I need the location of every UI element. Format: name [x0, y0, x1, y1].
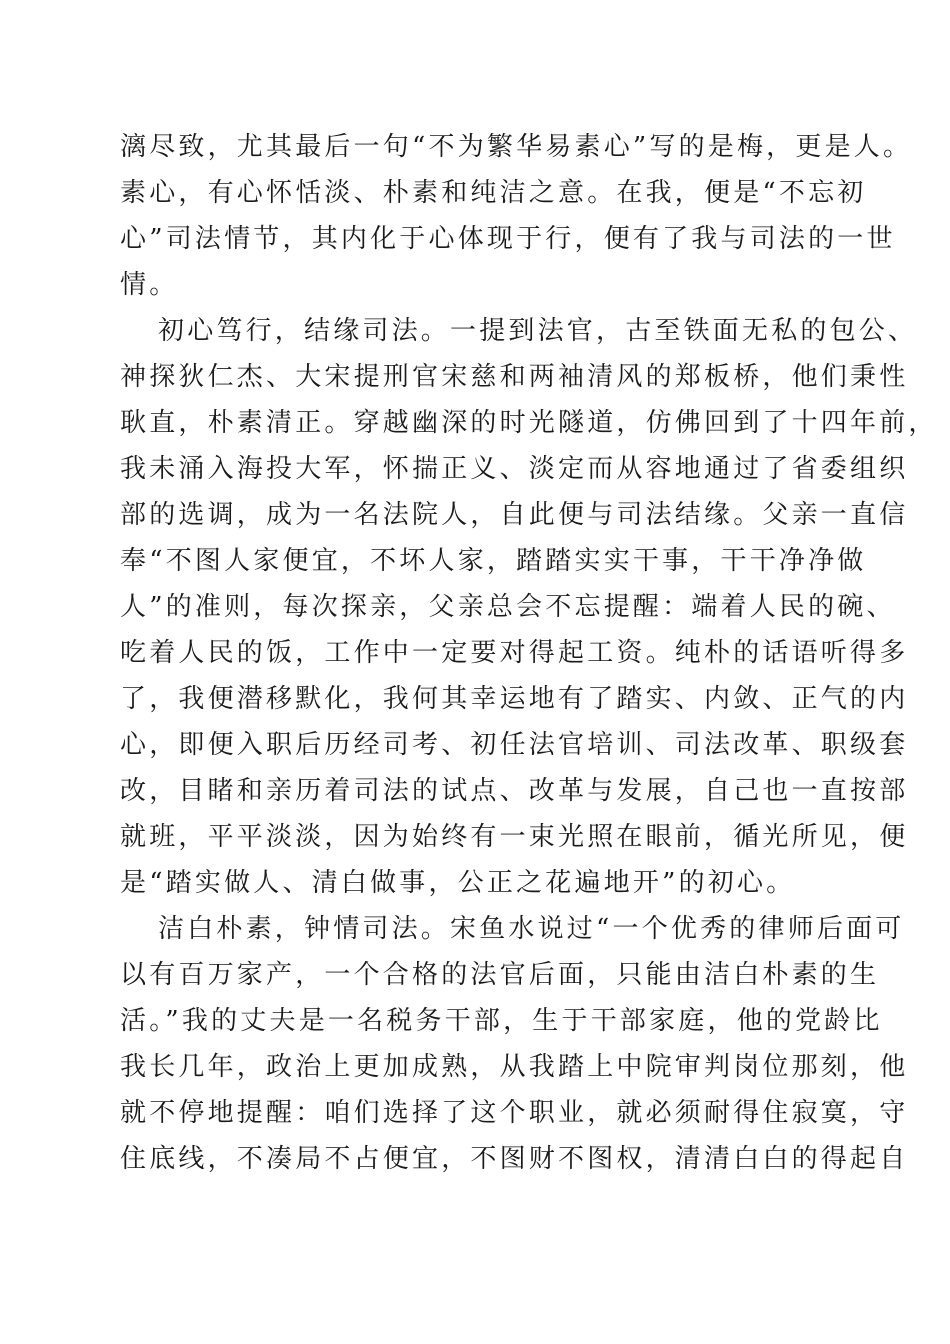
- text-line: 了，我便潜移默化，我何其幸运地有了踏实、内敛、正气的内: [120, 684, 909, 714]
- text-line: 漓尽致，尤其最后一句“不为繁华易素心”写的是梅，更是人。: [120, 132, 913, 162]
- text-line: 就班，平平淡淡，因为始终有一束光照在眼前，循光所见，便: [120, 822, 909, 852]
- text-line: 以有百万家产，一个合格的法官后面，只能由洁白朴素的生: [120, 960, 880, 990]
- text-line: 活。”我的丈夫是一名税务干部，生于干部家庭，他的党龄比: [120, 1006, 883, 1036]
- text-line: 就不停地提醒：咱们选择了这个职业，就必须耐得住寂寞，守: [120, 1098, 909, 1128]
- text-line: 我未涌入海投大军，怀揣正义、淡定而从容地通过了省委组织: [120, 454, 909, 484]
- text-line: 是“踏实做人、清白做事，公正之花遍地开”的初心。: [120, 868, 796, 898]
- text-line: 奉“不图人家便宜，不坏人家，踏踏实实干事，干干净净做: [120, 546, 867, 576]
- text-line: 我长几年，政治上更加成熟，从我踏上中院审判岗位那刻，他: [120, 1052, 909, 1082]
- text-line: 神探狄仁杰、大宋提刑官宋慈和两袖清风的郑板桥，他们秉性: [120, 362, 909, 392]
- document-body: [120, 124, 938, 1182]
- text-line: 心”司法情节，其内化于心体现于行，便有了我与司法的一世: [120, 224, 896, 254]
- text-line: 部的选调，成为一名法院人，自此便与司法结缘。父亲一直信: [120, 500, 909, 530]
- text-line: 情。: [120, 270, 179, 300]
- paragraph-start-line: 洁白朴素，钟情司法。宋鱼水说过“一个优秀的律师后面可: [158, 914, 905, 944]
- text-line: 改，目睹和亲历着司法的试点、改革与发展，自己也一直按部: [120, 776, 909, 806]
- text-line: 素心，有心怀恬淡、朴素和纯洁之意。在我，便是“不忘初: [120, 178, 867, 208]
- text-line: 耿直，朴素清正。穿越幽深的时光隧道，仿佛回到了十四年前，: [120, 408, 938, 438]
- text-line: 吃着人民的饭，工作中一定要对得起工资。纯朴的话语听得多: [120, 638, 909, 668]
- paragraph-start-line: 初心笃行，结缘司法。一提到法官，古至铁面无私的包公、: [158, 316, 918, 346]
- text-line: 心，即便入职后历经司考、初任法官培训、司法改革、职级套: [120, 730, 909, 760]
- text-line: 住底线，不凑局不占便宜，不图财不图权，清清白白的得起自: [120, 1144, 909, 1174]
- text-line: 人”的准则，每次探亲，父亲总会不忘提醒：端着人民的碗、: [120, 592, 896, 622]
